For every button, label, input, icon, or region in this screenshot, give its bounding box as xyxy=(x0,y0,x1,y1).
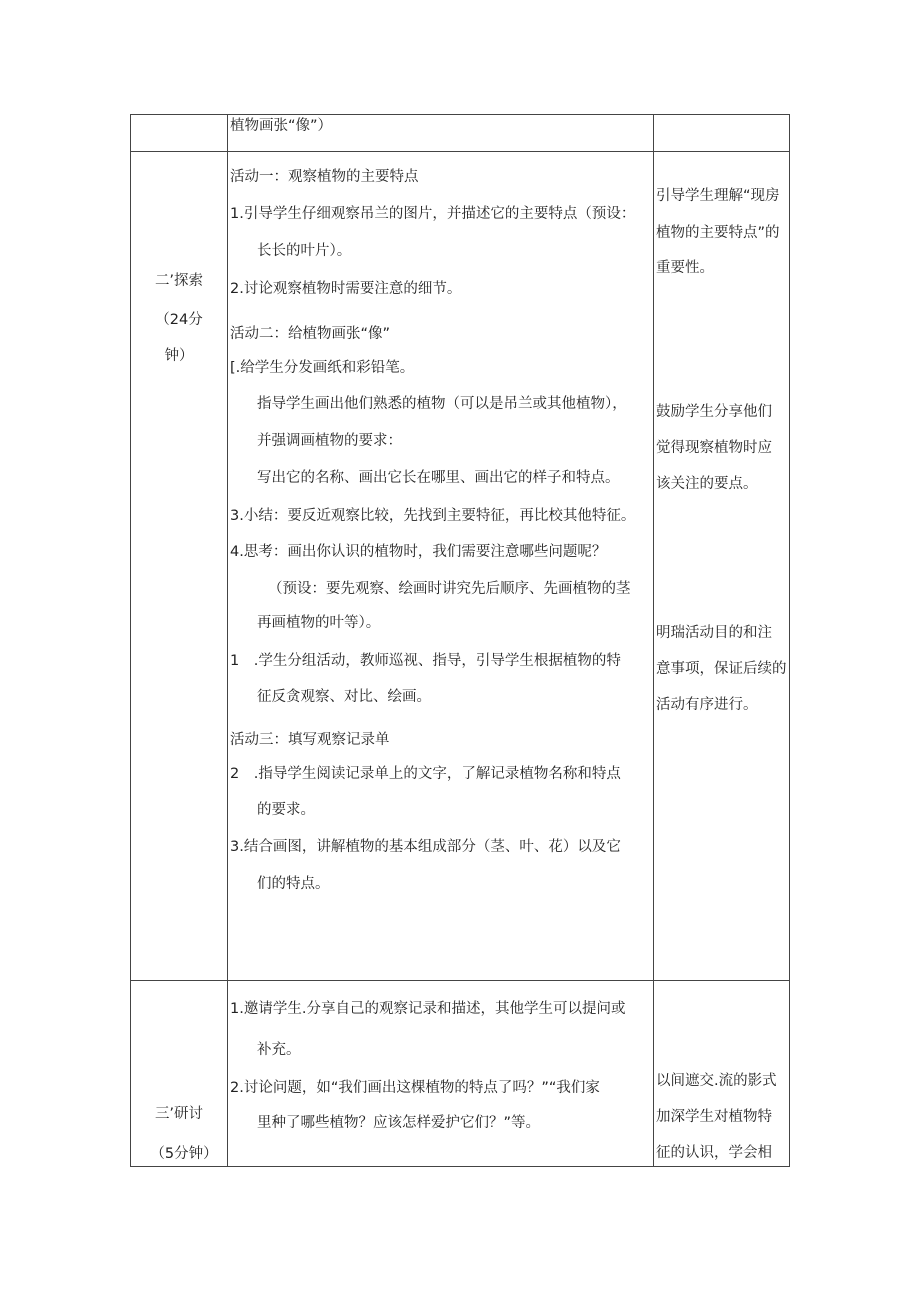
explore-content-line: 并强调画植物的要求： xyxy=(257,433,402,449)
discuss-content-line: 2.讨论问题，如“我们画出这棵植物的特点了吗？”“我们家 xyxy=(230,1080,600,1096)
discuss-content-line: 里种了哪些植物？应该怎样爱护它们？”等。 xyxy=(257,1115,541,1131)
explore-content-line: 们的特点。 xyxy=(257,876,330,892)
stage-explore-line-2: （24分 xyxy=(155,312,203,328)
explore-content-line: 活动一：观察植物的主要特点 xyxy=(230,169,419,185)
explore-content-line: 再画植物的叶等）。 xyxy=(257,615,381,631)
explore-note-line: 重要性。 xyxy=(656,260,714,276)
column-divider xyxy=(653,114,654,1167)
stage-discuss-line-2: （5分钟） xyxy=(150,1146,218,1162)
row-divider xyxy=(130,151,790,152)
explore-content-line: [.给学生分发画纸和彩铅笔。 xyxy=(230,360,415,376)
explore-content-line: 1.引导学生仔细观察吊兰的图片，并描述它的主要特点（预设： xyxy=(230,206,636,222)
stage-discuss-line-1: 三’研讨 xyxy=(154,1106,204,1122)
explore-note-line: 鼓励学生分享他们 xyxy=(656,404,772,420)
explore-note-line: 觉得现察植物时应 xyxy=(656,440,772,456)
explore-content-line: （预设：要先观察、绘画时讲究先后顺序、先画植物的茎 xyxy=(268,581,631,597)
explore-note-line: 意事项，保证后续的 xyxy=(656,661,787,677)
explore-content-line: 的要求。 xyxy=(257,802,315,818)
explore-content-line: 征反贪观察、对比、绘画。 xyxy=(257,689,431,705)
explore-content-line: 2 .指导学生阅读记录单上的文字，了解记录植物名称和特点 xyxy=(230,766,621,782)
explore-content-line: 指导学生画出他们熟悉的植物（可以是吊兰或其他植物）， xyxy=(257,396,627,412)
discuss-content-line: 补充。 xyxy=(257,1042,301,1058)
explore-content-line: 长长的叶片）。 xyxy=(257,243,352,259)
explore-content-line: 写出它的名称、画出它长在哪里、画出它的样子和特点。 xyxy=(257,470,620,486)
explore-content-line: 4.思考：画出你认识的植物时，我们需要注意哪些问题呢？ xyxy=(230,544,607,560)
explore-note-line: 活动有序进行。 xyxy=(656,697,758,713)
discuss-note-line: 加深学生对植物特 xyxy=(656,1109,772,1125)
explore-note-line: 植物的主要特点”的 xyxy=(656,225,780,241)
column-divider xyxy=(227,114,228,1167)
top-row-content: 植物画张“像”） xyxy=(230,118,333,134)
discuss-note-line: 征的认识，学会相 xyxy=(656,1145,772,1161)
explore-content-line: 活动二：给植物画张“像” xyxy=(230,326,391,342)
explore-content-line: 1 .学生分组活动，教师巡视、指导，引导学生根据植物的特 xyxy=(230,653,621,669)
stage-explore-line-3: 钟） xyxy=(164,348,194,364)
explore-content-line: 2.讨论观察植物时需要注意的细节。 xyxy=(230,281,462,297)
discuss-note-line: 以间遮交.流的影式 xyxy=(656,1073,777,1089)
explore-note-line: 明瑞活动目的和注 xyxy=(656,625,772,641)
explore-content-line: 3.小结：要反近观察比较，先找到主要特征，再比校其他特征。 xyxy=(230,508,636,524)
explore-content-line: 3.结合画图，讲解植物的基本组成部分（茎、叶、花）以及它 xyxy=(230,839,621,855)
explore-content-line: 活动三：填写观察记录单 xyxy=(230,732,390,748)
discuss-content-line: 1.邀请学生.分享自己的观察记录和描述，其他学生可以提问或 xyxy=(230,1001,626,1017)
explore-note-line: 该关注的要点。 xyxy=(656,476,758,492)
stage-explore-line-1: 二’探索 xyxy=(154,273,204,289)
explore-note-line: 引导学生理解“现房 xyxy=(656,188,780,204)
row-divider xyxy=(130,980,790,981)
